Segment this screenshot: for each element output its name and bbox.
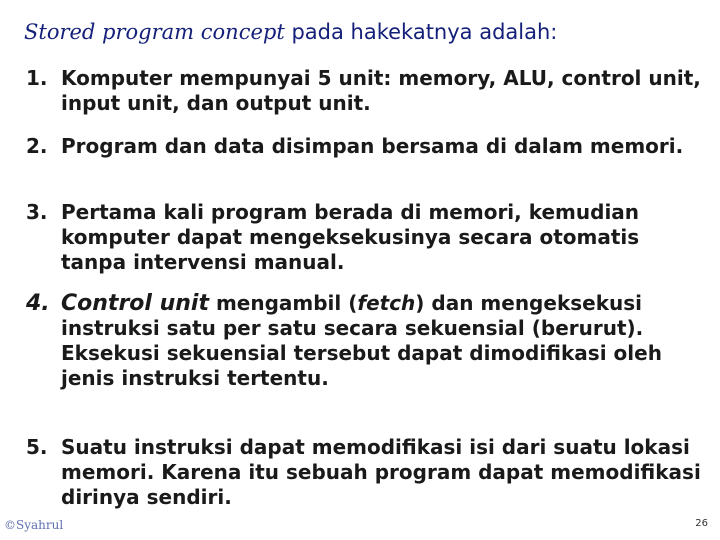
item-number: 3. — [26, 200, 48, 224]
list-item-1 — [26, 66, 706, 116]
item-text: Pertama kali program berada di memori, kemudian komputer dapat mengeksekusinya secara otomatis tanpa intervensi manual. — [61, 200, 640, 274]
watermark: ©Syahrul — [4, 518, 64, 532]
item-text: Suatu instruksi dapat memodifikasi isi dari suatu lokasi memori. Karena itu sebuah program dapat memodifikasi dirinya sendiri. — [61, 435, 701, 509]
list-item-4 — [26, 291, 706, 391]
item-number: 5. — [26, 435, 48, 459]
item-number: 2. — [26, 134, 48, 158]
item-text: Komputer mempunyai 5 unit: memory, ALU, control unit, input unit, dan output unit. — [61, 66, 701, 115]
page-title — [24, 20, 557, 44]
title-rest: pada hakekatnya adalah: — [284, 20, 558, 44]
item-text-a: mengambil ( — [208, 291, 358, 315]
item-number: 1. — [26, 66, 48, 90]
list-item-5 — [26, 435, 706, 510]
list-item-3 — [26, 200, 706, 275]
title-italic: Stored program concept — [24, 20, 285, 44]
term-control-unit: Control unit — [61, 291, 209, 316]
term-fetch: fetch — [357, 291, 416, 315]
item-text: Program dan data disimpan bersama di dalam memori. — [61, 134, 684, 158]
item-number: 4. — [26, 291, 50, 316]
list-item-2 — [26, 134, 706, 159]
page-number: 26 — [695, 518, 708, 529]
item-text-b: ) dan mengeksekusi instruksi satu per satu secara sekuensial (berurut). Eksekusi sekuensial tersebut dapat dimodifikasi oleh jenis instruksi tertentu. — [61, 291, 662, 390]
